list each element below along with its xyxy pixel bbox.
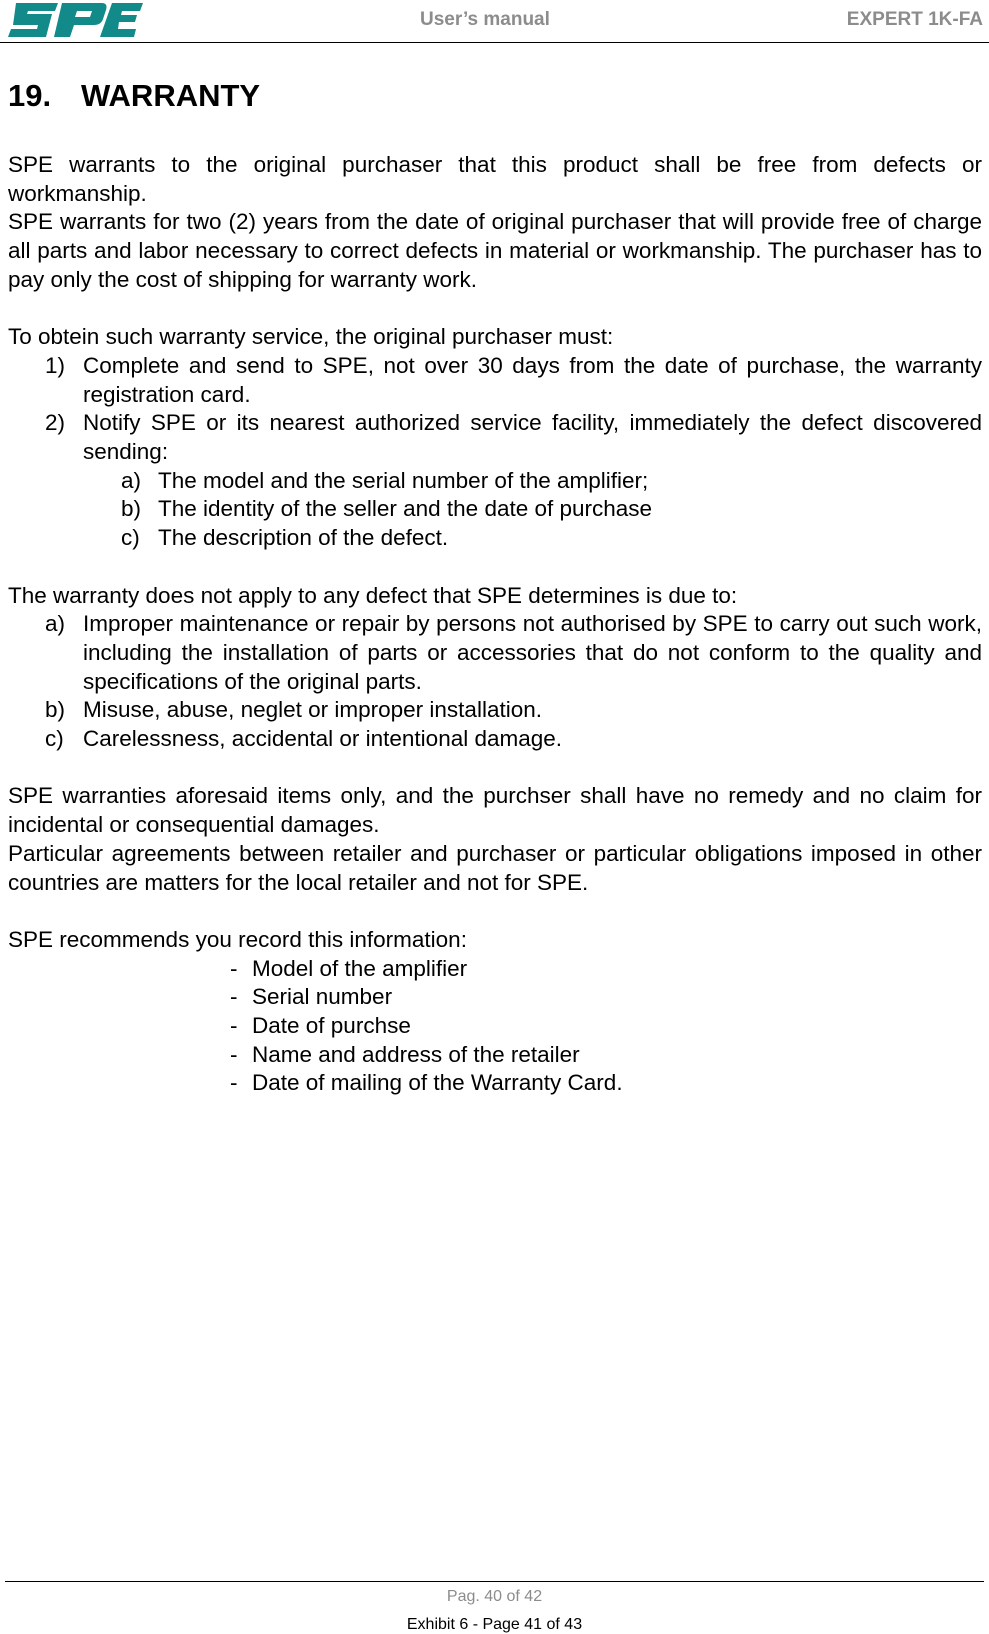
list-item <box>8 696 982 725</box>
list-marker: - <box>230 984 238 1010</box>
section-number: 19. <box>8 78 52 113</box>
section-heading <box>8 78 982 114</box>
list-marker: 1) <box>45 352 66 378</box>
list-text: Name and address of the retailer <box>252 1041 580 1067</box>
paragraph: To obtein such warranty service, the original purchaser must: <box>8 324 614 350</box>
page-header <box>0 0 989 43</box>
list-item <box>8 409 982 466</box>
paragraph: SPE warranties aforesaid items only, and the purchser shall have no remedy and no claim for incidental or consequential damages. <box>8 783 982 838</box>
spe-logo <box>8 0 143 40</box>
list-item <box>8 495 982 524</box>
product-name: EXPERT 1K-FA <box>846 9 983 30</box>
list-item <box>8 1069 982 1098</box>
paragraph: SPE recommends you record this information: <box>8 926 467 952</box>
list-marker: b) <box>121 496 142 522</box>
list-item <box>8 955 982 984</box>
list-text: Date of purchse <box>252 1013 411 1039</box>
list-text: Misuse, abuse, neglet or improper installation. <box>83 697 542 723</box>
logo-shapes <box>8 3 143 37</box>
paragraph: SPE warrants to the original purchaser that this product shall be free from defects or workmanship. <box>8 152 982 206</box>
list-item <box>8 352 982 409</box>
list-item <box>8 725 982 754</box>
list-text: Carelessness, accidental or intentional damage. <box>83 726 563 752</box>
list-text: Serial number <box>252 984 393 1010</box>
list-item <box>8 983 982 1012</box>
page-number: Pag. 40 of 42 <box>446 1588 543 1605</box>
list-marker: b) <box>45 697 66 723</box>
list-text: The identity of the seller and the date of purchase <box>158 496 653 522</box>
list-marker: - <box>230 955 238 981</box>
list-item <box>8 610 982 696</box>
list-item <box>8 524 982 553</box>
paragraph: The warranty does not apply to any defect that SPE determines is due to: <box>8 582 738 608</box>
list-marker: - <box>230 1013 238 1039</box>
list-marker: a) <box>121 467 142 493</box>
list-text: Model of the amplifier <box>252 955 468 981</box>
page-content <box>8 78 982 1098</box>
exhibit-label: Exhibit 6 - Page 41 of 43 <box>406 1616 583 1633</box>
list-marker: c) <box>45 726 64 752</box>
list-marker: - <box>230 1041 238 1067</box>
list-item <box>8 1041 982 1070</box>
list-marker: 2) <box>45 410 66 436</box>
section-title: WARRANTY <box>81 78 261 113</box>
list-text: The description of the defect. <box>158 525 449 551</box>
list-text: Improper maintenance or repair by persons not authorised by SPE to carry out such work, including the installation of parts or accessories that do not conform to the quality and specifications of the original parts. <box>83 611 982 694</box>
list-marker: c) <box>121 525 140 551</box>
list-marker: - <box>230 1070 238 1096</box>
list-item <box>8 1012 982 1041</box>
list-marker: a) <box>45 611 66 637</box>
list-text: Notify SPE or its nearest authorized service facility, immediately the defect discovered sending: <box>83 410 982 465</box>
page-footer <box>5 1581 984 1633</box>
manual-title: User’s manual <box>420 9 550 30</box>
list-text: Complete and send to SPE, not over 30 days from the date of purchase, the warranty registration card. <box>83 352 982 407</box>
list-item <box>8 467 982 496</box>
paragraph: SPE warrants for two (2) years from the date of original purchaser that will provide free of charge all parts and labor necessary to correct defects in material or workmanship. The purchaser has to pay only the cost of shipping for warranty work. <box>8 209 982 292</box>
list-text: The model and the serial number of the amplifier; <box>158 467 649 493</box>
paragraph: Particular agreements between retailer and purchaser or particular obligations imposed in other countries are matters for the local retailer and not for SPE. <box>8 840 982 895</box>
list-text: Date of mailing of the Warranty Card. <box>252 1070 623 1096</box>
